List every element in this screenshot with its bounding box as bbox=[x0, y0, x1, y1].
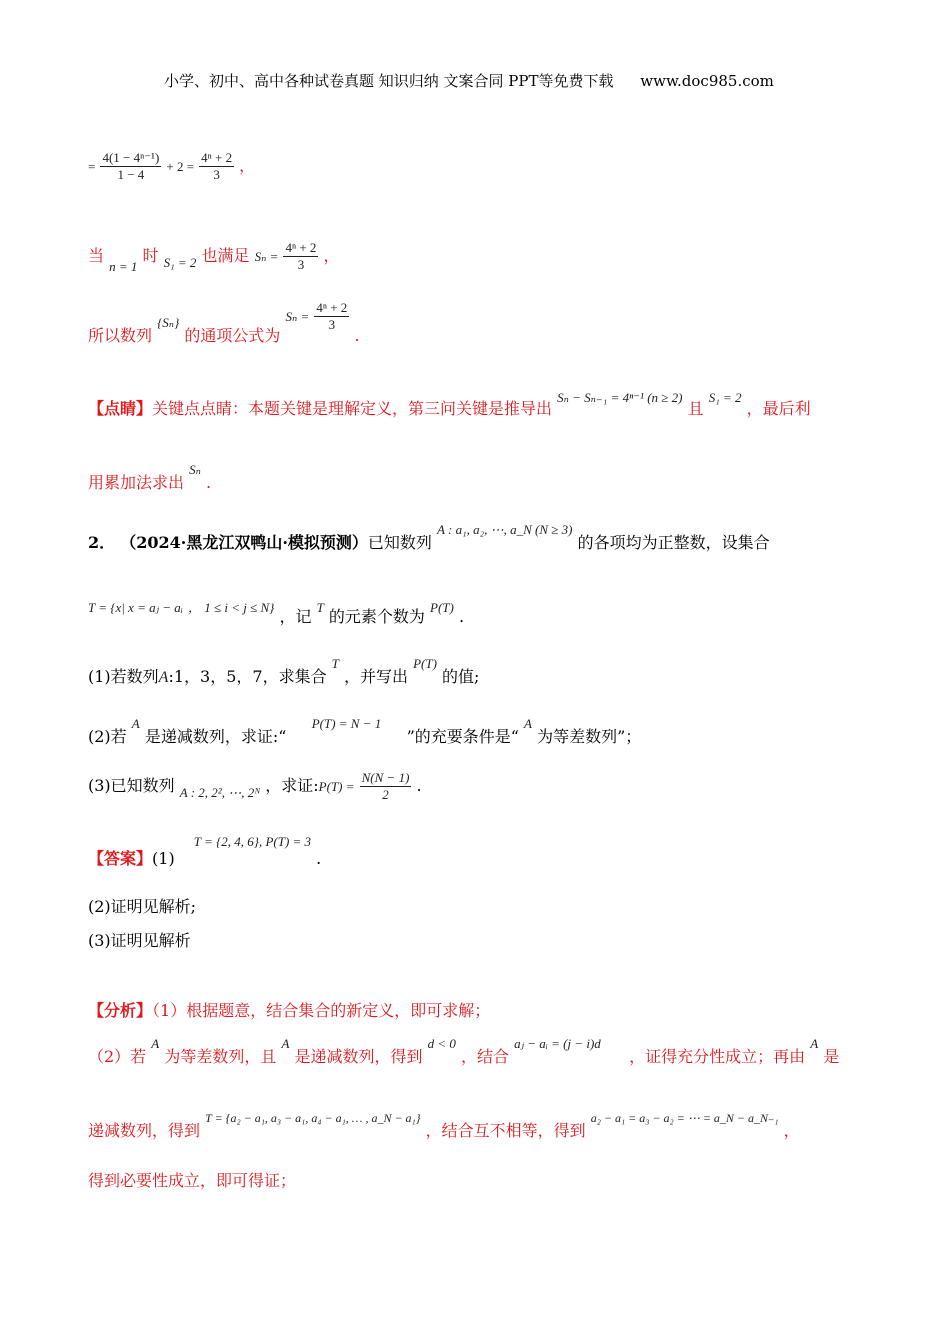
answer-line-1: 【答案】(1) T = {2, 4, 6}, P(T) = 3 . bbox=[88, 834, 322, 868]
fraction-b: $\frac{\text{4ⁿ + 2}}{3}$ bbox=[201, 150, 233, 182]
analysis-line-2: （2）若 A 为等差数列，且 A 是递减数列，得到 d < 0 ，结合 aⱼ − aᵢ = (j − i)d ，证得充分性成立；再由 A 是 bbox=[88, 1036, 840, 1066]
answer-tag: 【答案】 bbox=[88, 849, 153, 868]
part-1: (1)若数列A:1，3，5，7，求集合 T ，并写出 P(T) 的值; bbox=[88, 656, 480, 686]
header-site-text: 小学、初中、高中各种试卷真题 知识归纳 文案合同 PPT等免费下载 bbox=[164, 72, 614, 90]
dianjing-line-2: 用累加法求出 Sₙ . bbox=[88, 462, 212, 492]
fraction-a: $\frac{\text{4(1 − 4ⁿ⁻¹)}}{1 - 4}$ bbox=[102, 150, 160, 182]
answer-line-2: (2)证明见解析; bbox=[88, 897, 197, 916]
line-so: 所以数列 $_{\{S_n\}}$ 的通项公式为 Sₙ = $\frac{\text{4ⁿ + 2}}{3}$ . bbox=[88, 300, 360, 345]
question-number: 2． bbox=[88, 533, 116, 552]
answer-line-3: (3)证明见解析 bbox=[88, 931, 191, 950]
question-2-line-1: 2． （2024·黑龙江双鸭山·模拟预测）已知数列 A : a₁, a₂, ⋯, a_N (N ≥ 3) 的各项均为正整数，设集合 bbox=[88, 522, 770, 552]
line-when: 当 $_{n = 1}$ 时 $_{S_1 = 2}$ 也满足 Sₙ = $\frac{\text{4ⁿ + 2}}{3}$ ， bbox=[88, 240, 340, 274]
fraction-line-1: = $\frac{\text{4(1 − 4ⁿ⁻¹)}}{1 - 4}$ + 2 = $\frac{\text{4ⁿ + 2}}{3}$ ， bbox=[88, 150, 256, 182]
fraction-when: $\frac{\text{4ⁿ + 2}}{3}$ bbox=[285, 240, 317, 272]
analysis-tag: 【分析】 bbox=[88, 1001, 153, 1020]
analysis-line-3: 递减数列，得到 T = {a₂ − a₁, a₃ − a₁, a₄ − a₁, … , a_N − a₁} ，结合互不相等，得到 a₂ − a₁ = a₃ − a₂ = ⋯ = a_N − a_N₋₁ ， bbox=[88, 1111, 800, 1140]
fraction-so: $\frac{\text{4ⁿ + 2}}{3}$ bbox=[316, 300, 348, 332]
analysis-line-4: 得到必要性成立，即可得证； bbox=[88, 1171, 297, 1190]
dianjing-tag: 【点睛】 bbox=[88, 399, 153, 418]
page-header bbox=[164, 70, 774, 91]
part-3: (3)已知数列 $_{A : 2, 2^2, \cdots, 2ᴺ}$ ，求证:P(T) = $\frac{N(N - 1)}{2}$ . bbox=[88, 770, 422, 802]
question-2-line-2: T = {x| x = aⱼ − aᵢ ， 1 ≤ i < j ≤ N} ，记 T 的元素个数为 P(T) . bbox=[88, 600, 465, 626]
part-2: (2)若 A 是递减数列，求证:“ P(T) = N − 1 ”的充要条件是“ A 为等差数列”； bbox=[88, 716, 642, 746]
dianjing-line-1: 【点睛】关键点点睛：本题关键是理解定义，第三问关键是推导出 Sₙ − Sₙ₋₁ = 4ⁿ⁻¹ (n ≥ 2) 且 S₁ = 2 ，最后利 bbox=[88, 390, 811, 418]
question-source: （2024·黑龙江双鸭山·模拟预测） bbox=[120, 533, 368, 552]
analysis-line-1: 【分析】（1）根据题意，结合集合的新定义，即可求解； bbox=[88, 1001, 491, 1020]
header-url: www.doc985.com bbox=[640, 72, 774, 90]
fraction-p3: $\frac{N(N - 1)}{2}$ bbox=[361, 770, 410, 802]
